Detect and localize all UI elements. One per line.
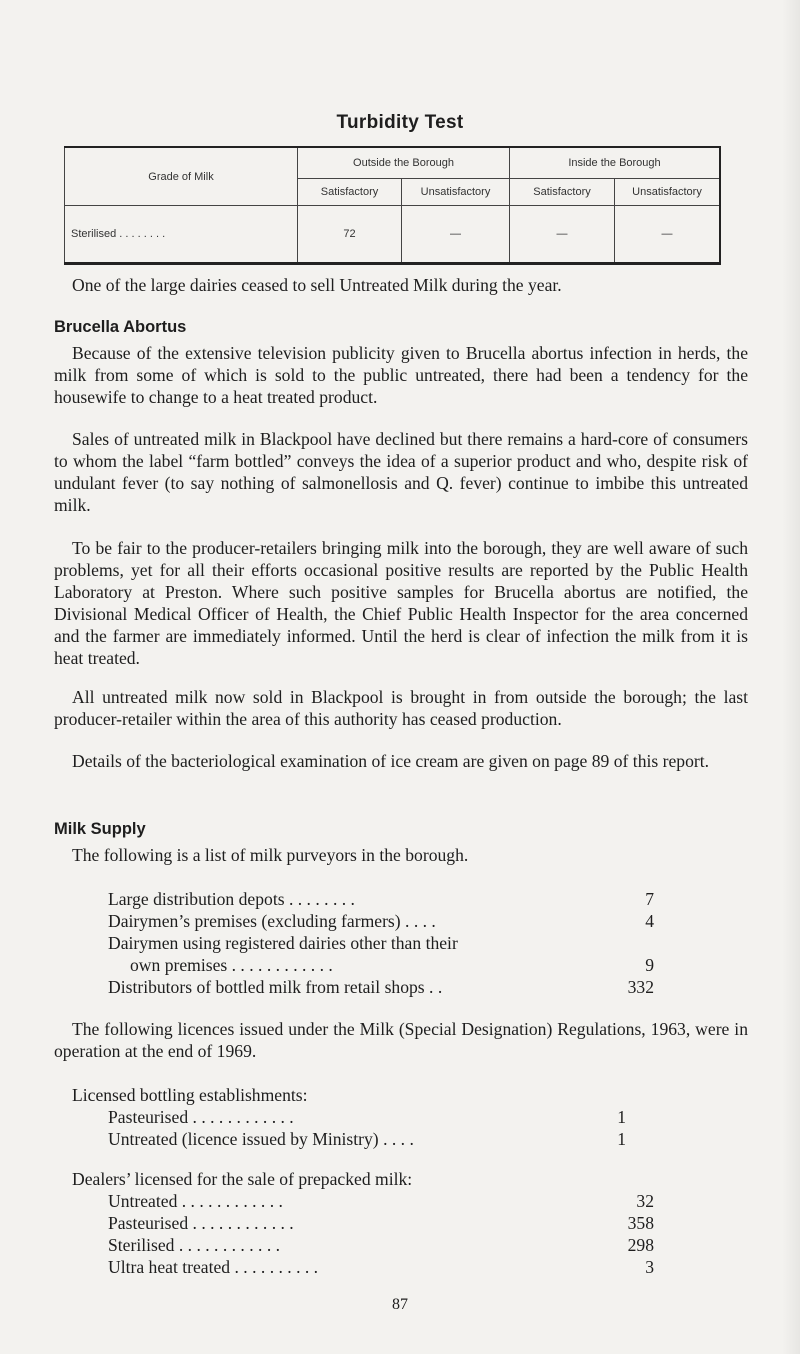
list-item (108, 910, 654, 932)
licences-intro-text: The following licences issued under the Milk (Special Designation) Regulations, 1963, were in operation at the end of 1969. (54, 1019, 748, 1061)
purveyor-value: 332 (627, 977, 654, 997)
brucella-paragraph-5-text: Details of the bacteriological examination of ice cream are given on page 89 of this report. (72, 751, 710, 771)
brucella-paragraph-4 (54, 686, 748, 730)
bottling-value: 1 (617, 1129, 626, 1149)
milk-supply-intro (54, 844, 748, 866)
bottling-title: Licensed bottling establishments: (72, 1085, 308, 1105)
brucella-paragraph-1 (54, 342, 748, 408)
header-inside-satisfactory: Satisfactory (510, 179, 615, 206)
purveyor-label: Distributors of bottled milk from retail shops . . (108, 977, 443, 997)
header-inside-borough: Inside the Borough (510, 147, 721, 179)
list-item (108, 1128, 626, 1150)
milk-supply-heading: Milk Supply (54, 820, 146, 838)
bottling-label: Pasteurised . . . . . . . . . . . . (108, 1107, 294, 1127)
dealer-label: Sterilised . . . . . . . . . . . . (108, 1235, 281, 1255)
list-item (108, 1256, 654, 1278)
brucella-heading: Brucella Abortus (54, 318, 187, 336)
cell-outside-unsatisfactory: — (402, 206, 510, 264)
cell-inside-satisfactory: — (510, 206, 615, 264)
header-outside-borough: Outside the Borough (298, 147, 510, 179)
dealers-title: Dealers’ licensed for the sale of prepacked milk: (72, 1169, 413, 1189)
purveyor-value: 9 (645, 955, 654, 975)
brucella-paragraph-1-text: Because of the extensive television publicity given to Brucella abortus infection in herds, the milk from some of which is sold to the public untreated, there had been a tendency for the housewife to change to a heat treated product. (54, 343, 748, 407)
brucella-paragraph-3-text: To be fair to the producer-retailers bringing milk into the borough, they are well aware of such problems, yet for all their efforts occasional positive results are reported by the Public Health Laboratory at Preston. Where such positive samples for Brucella abortus are notified, the Divisional Medical Officer of Health, the Chief Public Health Inspector for the area concerned and the farmer are immediately informed. Until the herd is clear of infection the milk from it is heat treated. (54, 538, 748, 668)
cell-inside-unsatisfactory: — (615, 206, 721, 264)
cell-grade: Sterilised . . . . . . . . (65, 206, 298, 264)
purveyor-value: 4 (645, 911, 654, 931)
purveyor-label: Dairymen’s premises (excluding farmers) . . . . (108, 911, 436, 931)
table-header-row (65, 147, 721, 179)
header-outside-unsatisfactory: Unsatisfactory (402, 179, 510, 206)
dealer-label: Untreated . . . . . . . . . . . . (108, 1191, 283, 1211)
dealer-value: 358 (627, 1213, 654, 1233)
purveyor-label: Dairymen using registered dairies other than their (108, 933, 458, 953)
section-title: Turbidity Test (336, 112, 464, 133)
bottling-value: 1 (617, 1107, 626, 1127)
brucella-paragraph-5 (54, 750, 748, 772)
list-item (108, 1106, 626, 1128)
dealer-label: Ultra heat treated . . . . . . . . . . (108, 1257, 319, 1277)
page-number: 87 (392, 1296, 408, 1313)
header-grade-of-milk: Grade of Milk (65, 147, 298, 206)
brucella-paragraph-2 (54, 428, 748, 516)
list-item (108, 1212, 654, 1234)
bottling-label: Untreated (licence issued by Ministry) . . . . (108, 1129, 414, 1149)
dealer-value: 298 (627, 1235, 654, 1255)
purveyor-label: Large distribution depots . . . . . . . . (108, 889, 355, 909)
brucella-paragraph-4-text: All untreated milk now sold in Blackpool is brought in from outside the borough; the last producer-retailer within the area of this authority has ceased production. (54, 687, 748, 729)
dealer-label: Pasteurised . . . . . . . . . . . . (108, 1213, 294, 1233)
dealer-value: 3 (645, 1257, 654, 1277)
dealer-value: 32 (636, 1191, 654, 1211)
purveyor-label: own premises . . . . . . . . . . . . (130, 955, 333, 975)
purveyor-value: 7 (645, 889, 654, 909)
list-item (108, 1234, 654, 1256)
page-edge-shadow (782, 0, 800, 1354)
dairies-paragraph: One of the large dairies ceased to sell Untreated Milk during the year. (72, 275, 562, 295)
milk-supply-intro-text: The following is a list of milk purveyors in the borough. (72, 845, 469, 865)
list-item (108, 976, 654, 998)
brucella-paragraph-3 (54, 537, 748, 669)
turbidity-table (64, 146, 721, 265)
list-item (108, 932, 654, 954)
cell-outside-satisfactory: 72 (298, 206, 402, 264)
table-row (65, 206, 721, 264)
brucella-paragraph-2-text: Sales of untreated milk in Blackpool have declined but there remains a hard-core of consumers to whom the label “farm bottled” conveys the idea of a superior product and who, despite risk of undulant fever (to say nothing of salmonellosis and Q. fever) continue to imbibe this untreated milk. (54, 429, 748, 515)
list-item (108, 1190, 654, 1212)
header-outside-satisfactory: Satisfactory (298, 179, 402, 206)
list-item (130, 954, 654, 976)
list-item (108, 888, 654, 910)
header-inside-unsatisfactory: Unsatisfactory (615, 179, 721, 206)
licences-intro (54, 1018, 748, 1062)
